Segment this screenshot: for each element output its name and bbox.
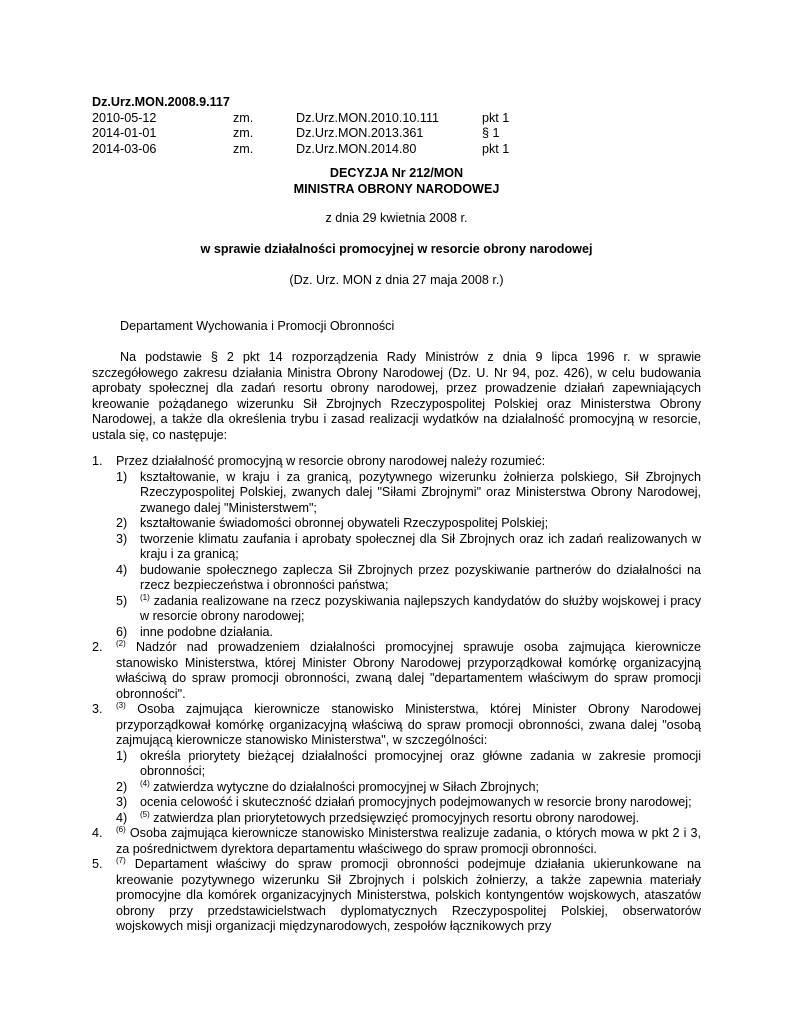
issuer: MINISTRA OBRONY NARODOWEJ bbox=[293, 181, 500, 196]
point-number: 5. bbox=[92, 857, 103, 871]
decision-subject: w sprawie działalności promocyjnej w resorcie obrony narodowej bbox=[200, 242, 593, 256]
subpoint-text: kształtowanie świadomości obronnej obywateli Rzeczypospolitej Polskiej; bbox=[140, 516, 549, 530]
footnote-marker: (4) bbox=[140, 778, 150, 788]
decision-title bbox=[92, 166, 701, 197]
subpoint bbox=[92, 749, 701, 780]
footnote-marker: (1) bbox=[140, 592, 150, 602]
amendment-ref: Dz.Urz.MON.2010.10.111 bbox=[296, 110, 440, 125]
subpoint bbox=[92, 594, 701, 625]
subpoint-number: 3) bbox=[116, 795, 128, 809]
amendment-date: 2014-03-06 bbox=[92, 141, 157, 156]
subpoint bbox=[92, 516, 701, 532]
amendment-history bbox=[92, 95, 512, 157]
decision-number: DECYZJA Nr 212/MON bbox=[329, 166, 464, 180]
subpoint-text: zatwierdza wytyczne do działalności promocyjnej w Siłach Zbrojnych; bbox=[153, 779, 539, 794]
subpoint-number: 2) bbox=[116, 516, 128, 530]
subpoint-number: 1) bbox=[116, 469, 128, 484]
subpoint-text: ocenia celowość i skuteczność działań promocyjnych podejmowanych w resorcie brony narodowej; bbox=[140, 795, 692, 809]
point-number: 1. bbox=[92, 454, 103, 468]
subpoint bbox=[92, 532, 701, 563]
subpoint-text: budowanie społecznego zaplecza Sił Zbrojnych przez pozyskiwanie partnerów do działalności na rzecz bezpieczeństwa i obronności państwa; bbox=[140, 562, 701, 592]
subpoint-number: 1) bbox=[116, 748, 128, 763]
footnote-marker: (3) bbox=[116, 700, 126, 710]
department-name: Departament Wychowania i Promocji Obronności bbox=[120, 319, 395, 333]
footnote-marker: (5) bbox=[140, 809, 150, 819]
amendment-ref: Dz.Urz.MON.2013.361 bbox=[296, 126, 424, 140]
amendment-ref: Dz.Urz.MON.2014.80 bbox=[296, 141, 417, 156]
subpoint bbox=[92, 625, 701, 641]
point-text: Osoba zajmująca kierownicze stanowisko Ministerstwa realizuje zadania, o których mowa w pkt 2 i 3, za pośrednictwem dyrektora departamentu właściwego do spraw promocji obronności. bbox=[116, 826, 702, 856]
point-list bbox=[92, 454, 701, 935]
amendment-unit: § 1 bbox=[482, 126, 500, 140]
subpoint-text: zadania realizowane na rzecz pozyskiwania najlepszych kandydatów do służby wojskowej i pracy w resorcie obrony narodowej; bbox=[140, 593, 701, 623]
subpoint-text-wrap bbox=[140, 811, 701, 827]
point-text: Nadzór nad prowadzeniem działalności promocyjnej sprawuje osoba zajmująca kierownicze stanowisko Ministerstwa, której Minister Obrony Narodowej przyporządkował komórkę organizacyjną właściwą do spraw promocji obronności, zwaną dalej "departamentem właściwym do spraw promocji obronności". bbox=[116, 640, 702, 701]
subpoint-text: inne podobne działania. bbox=[140, 624, 274, 639]
publication-info: (Dz. Urz. MON z dnia 27 maja 2008 r.) bbox=[289, 273, 504, 287]
point-1 bbox=[92, 454, 701, 640]
amendment-date: 2014-01-01 bbox=[92, 126, 157, 140]
preamble: Na podstawie § 2 pkt 14 rozporządzenia Rady Ministrów z dnia 9 lipca 1996 r. w sprawie szczegółowego zakresu działania Ministra Obrony Narodowej (Dz. U. Nr 94, poz. 426), w celu budowania aprobaty społecznej dla zadań resortu obrony narodowej, przez prowadzenie działań zapewniających kreowanie pożądanego wizerunku Sił Zbrojnych Rzeczypospolitej Polskiej oraz Ministerstwa Obrony Narodowej, a także dla określenia trybu i zasad realizacji wydatków na działalność promocyjną w resorcie, ustala się, co następuje: bbox=[92, 350, 701, 442]
point-text-wrap bbox=[116, 702, 701, 749]
point-text-wrap bbox=[116, 857, 701, 935]
subpoint-number: 5) bbox=[116, 593, 128, 608]
point-2 bbox=[92, 640, 701, 702]
decision-date: z dnia 29 kwietnia 2008 r. bbox=[325, 211, 468, 225]
subpoint bbox=[92, 811, 701, 827]
amendment-row bbox=[92, 111, 512, 127]
footnote-marker: (2) bbox=[116, 638, 126, 648]
subpoint-number: 4) bbox=[116, 562, 128, 577]
point-5 bbox=[92, 857, 701, 935]
footnote-marker: (6) bbox=[116, 824, 126, 834]
subpoint bbox=[92, 470, 701, 517]
point-text: Przez działalność promocyjną w resorcie obrony narodowej należy rozumieć: bbox=[116, 454, 546, 468]
subpoint-text-wrap bbox=[140, 780, 701, 796]
subpoint-number: 6) bbox=[116, 624, 128, 639]
subpoint-text-wrap bbox=[140, 594, 701, 625]
subpoint-text: zatwierdza plan priorytetowych przedsięwzięć promocyjnych resortu obrony narodowej. bbox=[153, 810, 640, 825]
subpoint-text: kształtowanie, w kraju i za granicą, pozytywnego wizerunku żołnierza polskiego, Sił Zbrojnych Rzeczypospolitej Polskiej, zwanych dalej "Siłami Zbrojnymi" oraz Ministerstwa Obrony Narodowej, zwanego dalej "Ministerstwem"; bbox=[140, 469, 701, 515]
footnote-marker: (7) bbox=[116, 855, 126, 865]
subpoint-number: 2) bbox=[116, 779, 128, 794]
point-number: 3. bbox=[92, 702, 103, 716]
subpoint bbox=[92, 795, 701, 811]
amendment-type: zm. bbox=[233, 141, 254, 156]
point-number: 2. bbox=[92, 640, 103, 654]
amendment-type: zm. bbox=[233, 126, 254, 140]
point-3 bbox=[92, 702, 701, 826]
point-4 bbox=[92, 826, 701, 857]
amendment-type: zm. bbox=[233, 110, 254, 125]
amendment-row bbox=[92, 126, 512, 142]
journal-reference: Dz.Urz.MON.2008.9.117 bbox=[92, 95, 230, 109]
subpoint-number: 3) bbox=[116, 531, 128, 546]
point-text: Osoba zajmująca kierownicze stanowisko Ministerstwa, której Minister Obrony Narodowej przyporządkował komórkę organizacyjną właściwą do spraw promocji obronności, zwana dalej "osobą zajmującą kierownicze stanowisko Ministerstwa", w szczególności: bbox=[116, 702, 701, 747]
subpoint bbox=[92, 780, 701, 796]
amendment-unit: pkt 1 bbox=[482, 110, 510, 125]
point-number: 4. bbox=[92, 826, 103, 840]
subpoint-text: tworzenie klimatu zaufania i aprobaty społecznej dla Sił Zbrojnych oraz ich zadań realizowanych w kraju i za granicą; bbox=[140, 531, 701, 561]
subpoint-text: określa priorytety bieżącej działalności promocyjnej oraz główne zadania w zakresie promocji obronności; bbox=[140, 748, 701, 778]
subpoint-number: 4) bbox=[116, 810, 128, 825]
point-text-wrap bbox=[116, 640, 701, 702]
amendment-date: 2010-05-12 bbox=[92, 110, 157, 125]
subpoint bbox=[92, 563, 701, 594]
amendment-unit: pkt 1 bbox=[482, 141, 510, 156]
amendment-row bbox=[92, 142, 512, 158]
point-text-wrap bbox=[116, 826, 701, 857]
point-text: Departament właściwy do spraw promocji obronności podejmuje działania ukierunkowane na kreowanie pozytywnego wizerunku Sił Zbrojnych i polskich żołnierzy, a także zapewnia materiały promocyjne dla komórek organizacyjnych Ministerstwa, polskich kontyngentów wojskowych, ataszatów obrony przy przedstawicielstwach dyplomatycznych Rzeczypospolitej Polskiej, obserwatorów wojskowych misji organizacji międzynarodowych, zespołów łącznikowych przy bbox=[116, 857, 702, 933]
